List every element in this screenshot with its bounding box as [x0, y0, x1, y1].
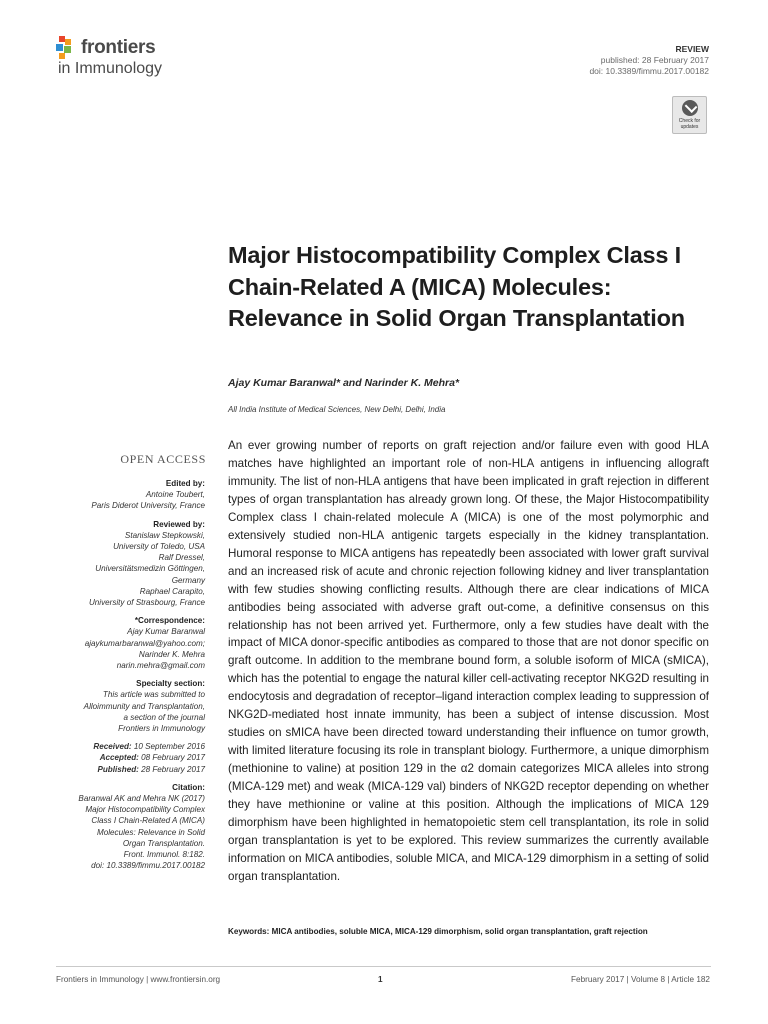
- correspondent-name: Narinder K. Mehra: [138, 649, 205, 659]
- citation-text: Molecules: Relevance in Solid: [97, 827, 205, 837]
- keywords: Keywords: MICA antibodies, soluble MICA, MICA-129 dimorphism, solid organ transplantation, graft rejection: [228, 927, 648, 936]
- accepted-label: Accepted:: [99, 753, 139, 763]
- reviewer-name: Raphael Carapito,: [139, 586, 205, 596]
- reviewer-affil: University of Toledo, USA: [113, 542, 205, 552]
- correspondent-email[interactable]: ajaykumarbaranwal@yahoo.com;: [84, 638, 205, 648]
- published-date: published: 28 February 2017: [600, 55, 709, 65]
- reviewer-affil: Germany: [171, 575, 205, 585]
- reviewed-by-label: Reviewed by:: [153, 519, 205, 529]
- correspondent-name: Ajay Kumar Baranwal: [127, 627, 205, 637]
- citation-label: Citation:: [172, 782, 205, 792]
- correspondence-label: *Correspondence:: [134, 616, 205, 626]
- received-value: 10 September 2016: [133, 742, 205, 752]
- published-value: 28 February 2017: [141, 764, 205, 774]
- specialty-section-label: Specialty section:: [136, 679, 205, 689]
- logo-word-frontiers: frontiers: [81, 37, 156, 58]
- edited-by-label: Edited by:: [165, 479, 205, 488]
- citation-text: Organ Transplantation.: [122, 838, 205, 848]
- published-date-side: [40, 764, 205, 775]
- affiliation: All India Institute of Medical Sciences, New Delhi, Delhi, India: [228, 405, 446, 414]
- frontiers-logo-icon: [56, 36, 78, 62]
- specialty-text: This article was submitted to: [102, 690, 205, 700]
- accepted-value: 08 February 2017: [141, 753, 205, 763]
- editor-affil: Paris Diderot University, France: [91, 501, 205, 511]
- article-type: REVIEW: [675, 44, 709, 54]
- citation-text: Front. Immunol. 8:182.: [123, 850, 205, 860]
- reviewer-affil: University of Strasbourg, France: [88, 598, 205, 608]
- published-label: Published:: [97, 764, 139, 774]
- received-date: [40, 741, 205, 752]
- authors[interactable]: Ajay Kumar Baranwal* and Narinder K. Mehra*: [228, 377, 460, 389]
- specialty-text: Frontiers in Immunology: [118, 724, 205, 734]
- citation-text: Major Histocompatibility Complex: [85, 805, 205, 815]
- journal-logo[interactable]: [56, 34, 246, 84]
- reviewer-affil: Universitätsmedizin Göttingen,: [95, 564, 205, 574]
- check-updates-icon: [682, 100, 698, 116]
- check-updates-label: Check for updates: [678, 118, 701, 130]
- editor-name: Antoine Toubert,: [145, 490, 205, 500]
- reviewer-name: Stanislaw Stepkowski,: [124, 530, 205, 540]
- footer-journal-link[interactable]: Frontiers in Immunology | www.frontiersin.org: [56, 975, 221, 984]
- footer-issue-info: February 2017 | Volume 8 | Article 182: [571, 975, 710, 984]
- abstract: An ever growing number of reports on graft rejection and/or failure even with good HLA matches have highlighted an important role of non-HLA antigens in influencing allograft immunity. The list of non-HLA antigens that have been implicated in graft rejection in different types of organ transplantation has already grown long. Of these, the Major Histocompatibility Complex class I chain-related molecule A (MICA) is one of the most polymorphic and extensively studied non-HLA antigenic targets especially in the kidney transplantation. Humoral response to MICA antigens has repeatedly been associated with lower graft survival and an increased risk of acute and chronic rejection following kidney and liver transplantation with few studies showing conflicting results. Although there are clear indications of MICA antibodies being associated with adverse graft out-come, a definitive consensus on this relationship has not been arrived yet. Furthermore, only a few studies have dealt with the impact of MICA donor-specific antibodies as compared to those that are not donor specific on graft outcome. In addition to the membrane bound form, a soluble isoform of MICA (sMICA), which has the potential to engage the natural killer cell-activating receptor NKG2D resulting in endocytosis and degradation of receptor–ligand interaction complex leading to suppression of NKG2D-mediated host innate immunity, has been a subject of intense discussion. Most studies on sMICA have been directed toward understanding their influence on tumor growth, with limited literature focusing its role in transplant biology. Furthermore, a unique dimorphism (methionine to valine) at position 129 in the α2 domain categorizes MICA alleles into strong (MICA-129 met) and weak (MICA-129 val) binders of NKG2D receptor depending on whether they have methionine or valine at this position. Although the implications of MICA 129 dimorphism have been highlighted in hematopoietic stem cell transplantation, its role in solid organ transplantation is yet to be explored. This review summarizes the currently available information on MICA antibodies, soluble MICA, and MICA-129 dimorphism in a setting of solid organ transplantation.: [228, 439, 709, 883]
- doi[interactable]: doi: 10.3389/fimmu.2017.00182: [589, 66, 709, 76]
- received-label: Received:: [93, 742, 132, 752]
- specialty-text: a section of the journal: [123, 712, 205, 722]
- logo-word-journal: in Immunology: [58, 60, 163, 77]
- specialty-text: Alloimmunity and Transplantation,: [83, 701, 205, 711]
- page-number: 1: [378, 975, 383, 984]
- correspondent-email[interactable]: narin.mehra@gmail.com: [116, 661, 205, 671]
- article-sidebar: [40, 478, 205, 872]
- footer-divider: [56, 966, 711, 967]
- check-for-updates-badge[interactable]: [672, 96, 707, 134]
- accepted-date: [40, 752, 205, 763]
- open-access-label: OPEN ACCESS: [120, 452, 206, 466]
- article-title: Major Histocompatibility Complex Class I Chain-Related A (MICA) Molecules: Relevance in Solid Organ Transplantation: [228, 242, 685, 331]
- citation-doi[interactable]: doi: 10.3389/fimmu.2017.00182: [91, 861, 205, 871]
- citation-text: Class I Chain-Related A (MICA): [91, 816, 205, 826]
- reviewer-name: Ralf Dressel,: [158, 553, 205, 563]
- article-meta: [589, 44, 709, 77]
- citation-text: Baranwal AK and Mehra NK (2017): [78, 794, 205, 804]
